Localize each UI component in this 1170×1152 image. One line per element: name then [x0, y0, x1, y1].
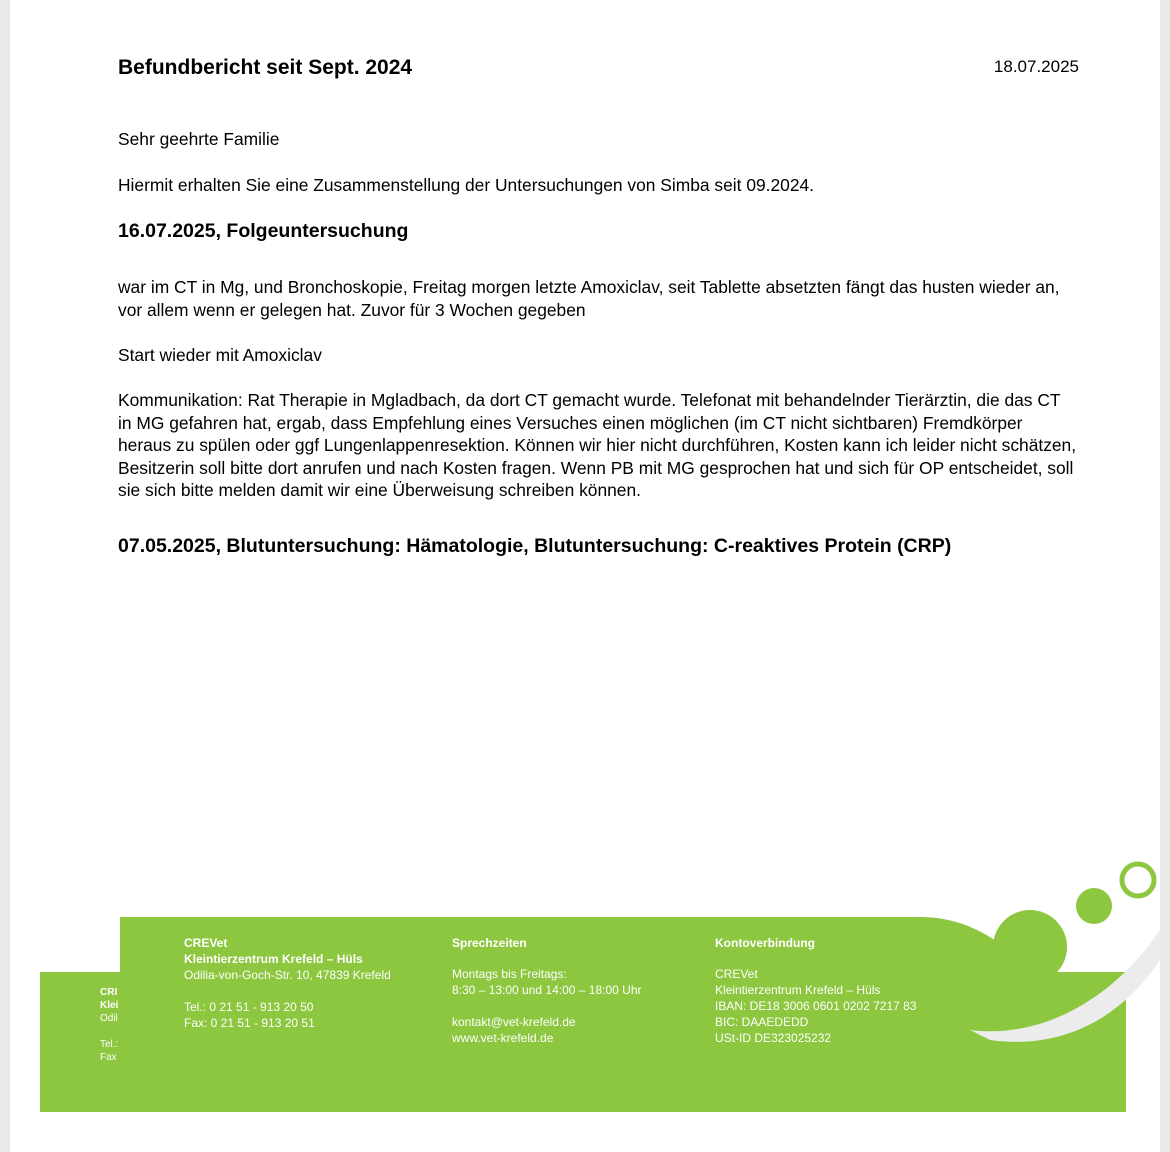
bank-ustid: USt-ID DE323025232 [715, 1031, 832, 1045]
bank-name: CREVet [715, 967, 758, 981]
entry-paragraph: war im CT in Mg, und Bronchoskopie, Freitag morgen letzte Amoxiclav, seit Tablette absetzten fängt das husten wieder an, vor allem wenn er gelegen hat. Zuvor für 3 Wochen gegeben [118, 277, 1060, 320]
contact-email[interactable]: kontakt@vet-krefeld.de [452, 1015, 576, 1029]
footer-clinic-info [184, 935, 391, 1031]
entry-heading: 16.07.2025, Folgeuntersuchung [118, 220, 409, 242]
clinic-tel: Tel.: 0 21 51 - 913 20 50 [184, 1000, 314, 1014]
hours-times: 8:30 – 13:00 und 14:00 – 18:00 Uhr [452, 983, 642, 997]
clinic-fax: Fax: 0 21 51 - 913 20 51 [184, 1016, 315, 1030]
hours-days: Montags bis Freitags: [452, 967, 567, 981]
ring-circle-icon [1122, 864, 1154, 896]
large-circle-icon [993, 910, 1067, 984]
clinic-name: CREVet [184, 936, 228, 950]
clinic-address: Odilia-von-Goch-Str. 10, 47839 Krefeld [184, 968, 391, 982]
clinic-subtitle: Kleintierzentrum Krefeld – Hüls [184, 952, 363, 966]
greeting: Sehr geehrte Familie [118, 129, 280, 149]
entry-paragraph: Kommunikation: Rat Therapie in Mgladbach, da dort CT gemacht wurde. Telefonat mit behandelnder Tierärztin, die das CT in MG gefahren hat, ergab, dass Empfehlung eines Versuches einen möglichen (im CT nicht sichtbaren) Fremdkörper heraus zu spülen oder ggf Lungenlappenresektion. Können wir hier nicht durchführen, Kosten kann ich leider nicht schätzen, Besitzerin soll bitte dort anrufen und nach Kosten fragen. Wenn PB mit MG gesprochen hat und sich für OP entscheidet, soll sie sich bitte melden damit wir eine Überweisung schreiben können. [118, 390, 1077, 500]
bank-heading: Kontoverbindung [715, 936, 815, 950]
entry-heading: 07.05.2025, Blutuntersuchung: Hämatologie, Blutuntersuchung: C-reaktives Protein (CRP) [118, 535, 952, 557]
entry-paragraph: Start wieder mit Amoxiclav [118, 345, 322, 365]
hours-heading: Sprechzeiten [452, 936, 527, 950]
back-page-text: CRI Klei Odil Tel.: Fax [100, 987, 119, 1063]
intro-text: Hiermit erhalten Sie eine Zusammenstellung der Untersuchungen von Simba seit 09.2024. [118, 175, 815, 195]
document-page [10, 0, 1160, 1152]
document-date: 18.07.2025 [993, 57, 1079, 76]
medium-circle-icon [1076, 888, 1112, 924]
bank-iban: IBAN: DE18 3006 0601 0202 7217 83 [715, 999, 917, 1013]
bank-bic: BIC: DAAEDEDD [715, 1015, 809, 1029]
document-title: Befundbericht seit Sept. 2024 [118, 56, 413, 79]
footer-bank [715, 935, 917, 1046]
contact-website[interactable]: www.vet-krefeld.de [452, 1031, 554, 1045]
footer-hours [452, 935, 642, 1046]
bank-subtitle: Kleintierzentrum Krefeld – Hüls [715, 983, 881, 997]
